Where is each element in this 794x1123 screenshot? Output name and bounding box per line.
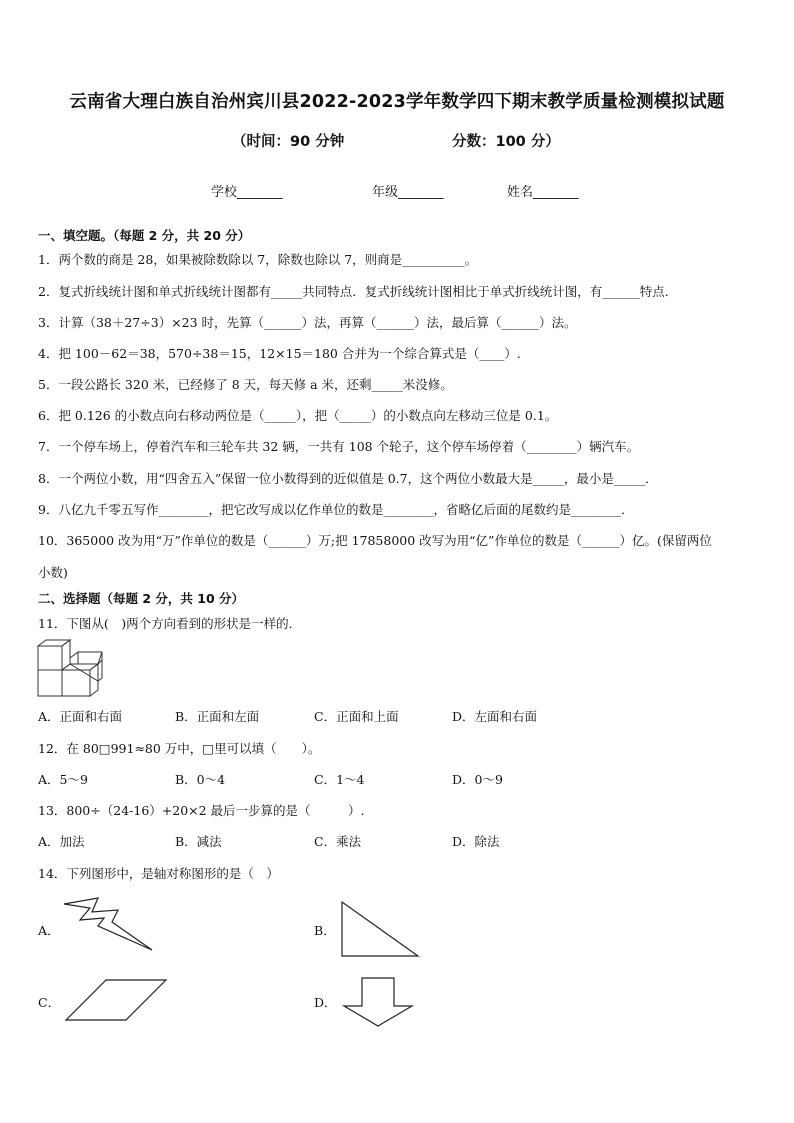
page-title: 云南省大理白族自治州宾川县2022-2023学年数学四下期末教学质量检测模拟试题 xyxy=(69,92,725,112)
q12-option-b[interactable]: B．0～4 xyxy=(175,772,226,787)
q14-option-d-label[interactable]: D． xyxy=(314,995,337,1010)
q12-option-a[interactable]: A．5～9 xyxy=(38,772,88,787)
right-triangle-icon xyxy=(338,898,422,960)
school-field: 学校_______ xyxy=(211,185,283,200)
question-12: 12．在 80□991≈80 万中，□里可以填（ ）。 xyxy=(38,741,321,756)
name-field: 姓名_______ xyxy=(507,185,579,200)
lightning-shape-icon xyxy=(62,896,156,956)
question-4: 4．把 100－62＝38，570÷38＝15，12×15＝180 合并为一个综合算式是（____）. xyxy=(38,346,521,361)
exam-time: （时间：90 分钟 xyxy=(232,134,345,150)
q11-option-a[interactable]: A．正面和右面 xyxy=(38,709,123,724)
q11-option-b[interactable]: B．正面和左面 xyxy=(175,709,260,724)
question-1: 1．两个数的商是 28，如果被除数除以 7，除数也除以 7，则商是__________。 xyxy=(38,252,478,267)
down-arrow-icon xyxy=(338,974,418,1028)
parallelogram-icon xyxy=(64,976,170,1024)
q12-option-c[interactable]: C．1～4 xyxy=(314,772,365,787)
question-11: 11．下图从( )两个方向看到的形状是一样的． xyxy=(38,616,302,631)
q13-option-c[interactable]: C．乘法 xyxy=(314,834,362,849)
q12-option-d[interactable]: D．0～9 xyxy=(452,772,503,787)
cubes-figure xyxy=(36,638,110,700)
question-6: 6．把 0.126 的小数点向右移动两位是（_____），把（_____）的小数点向左移动三位是 0.1。 xyxy=(38,408,558,423)
q14-option-c-label[interactable]: C． xyxy=(38,995,61,1010)
question-10: 10．365000 改为用“万”作单位的数是（______）万;把 17858000 改写为用“亿”作单位的数是（______）亿。(保留两位 xyxy=(38,533,712,548)
question-8: 8．一个两位小数，用“四舍五入”保留一位小数得到的近似值是 0.7，这个两位小数最大是_____，最小是_____． xyxy=(38,471,658,486)
question-14: 14．下列图形中，是轴对称图形的是（ ） xyxy=(38,866,279,881)
q13-option-b[interactable]: B．减法 xyxy=(175,834,222,849)
question-10-continued: 小数) xyxy=(38,565,68,580)
q14-option-a-label[interactable]: A． xyxy=(38,923,60,938)
question-3: 3．计算（38＋27÷3）×23 时，先算（______）法，再算（______）法，最后算（______）法。 xyxy=(38,315,577,330)
question-5: 5．一段公路长 320 米，已经修了 8 天，每天修 a 米，还剩_____米没修。 xyxy=(38,377,453,392)
q13-option-d[interactable]: D．除法 xyxy=(452,834,500,849)
q11-option-d[interactable]: D．左面和右面 xyxy=(452,709,538,724)
question-2: 2．复式折线统计图和单式折线统计图都有_____共同特点．复式折线统计图相比于单式折线统计图，有______特点． xyxy=(38,284,678,299)
q14-option-b-label[interactable]: B． xyxy=(314,923,336,938)
section-fill-blank-heading: 一、填空题。（每题 2 分，共 20 分） xyxy=(38,228,251,243)
grade-field: 年级_______ xyxy=(372,185,444,200)
question-13: 13．800÷（24-16）+20×2 最后一步算的是（ ）. xyxy=(38,803,365,818)
exam-score: 分数：100 分） xyxy=(452,134,560,150)
question-7: 7．一个停车场上，停着汽车和三轮车共 32 辆，一共有 108 个轮子，这个停车场停着（________）辆汽车。 xyxy=(38,439,640,454)
q13-option-a[interactable]: A．加法 xyxy=(38,834,85,849)
question-9: 9．八亿九千零五写作________，把它改写成以亿作单位的数是________，省略亿后面的尾数约是________． xyxy=(38,502,634,517)
section-choice-heading: 二、选择题（每题 2 分，共 10 分） xyxy=(38,591,245,606)
q11-option-c[interactable]: C．正面和上面 xyxy=(314,709,399,724)
